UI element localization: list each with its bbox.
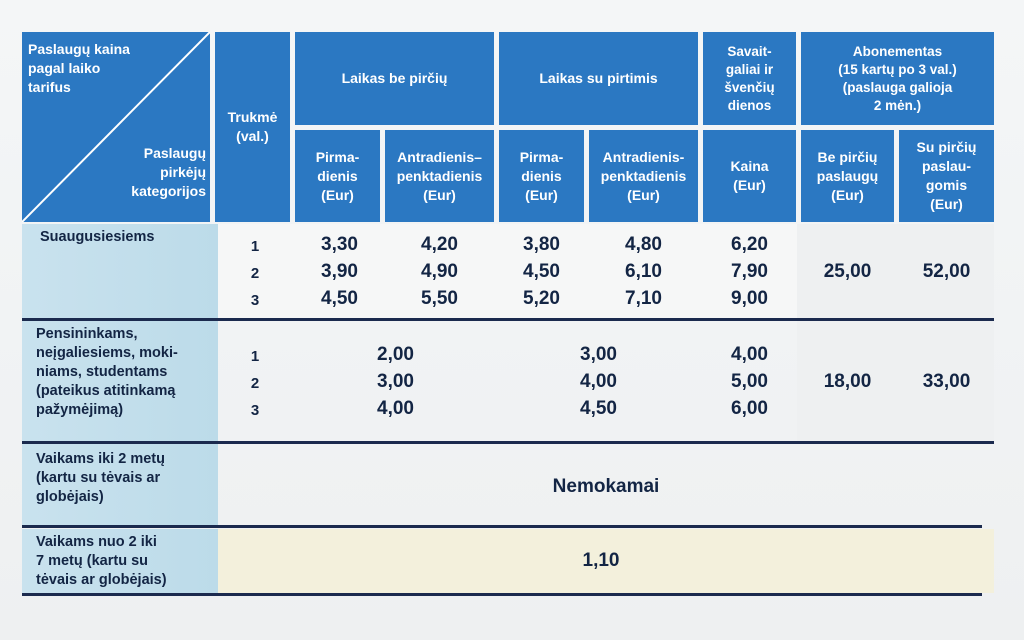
reduced-weekend-3: 6,00: [731, 398, 768, 419]
adults-sauna-monday-2: 4,50: [523, 261, 560, 282]
adults-sauna-monday-1: 3,80: [523, 234, 560, 255]
reduced-no-sauna-1: 2,00: [377, 344, 414, 365]
subheader-tue-fri-with-sauna: Antradienis- penktadienis (Eur): [589, 130, 698, 222]
category-reduced: Pensininkams, neįgaliesiems, moki- niams, studentams (pateikus atitinkamą pažymėjimą): [22, 321, 218, 441]
row-divider-3: [22, 525, 982, 528]
subheader-weekend-price: Kaina (Eur): [703, 130, 796, 222]
adults-no-sauna-monday-1: 3,30: [321, 234, 358, 255]
reduced-subscription-no-sauna: 18,00: [823, 371, 872, 392]
adults-sauna-tue-fri-2: 6,10: [625, 261, 662, 282]
row-divider-1: [22, 318, 994, 321]
adults-duration-1: 1: [250, 238, 260, 255]
category-adults: Suaugusiesiems: [22, 224, 218, 318]
subscription-column-tint: [797, 224, 994, 442]
adults-sauna-monday-3: 5,20: [523, 288, 560, 309]
group-header-subscription: Abonementas (15 kartų po 3 val.) (paslauga galioja 2 mėn.): [801, 32, 994, 125]
reduced-weekend-2: 5,00: [731, 371, 768, 392]
reduced-weekend-1: 4,00: [731, 344, 768, 365]
adults-weekend-3: 9,00: [731, 288, 768, 309]
adults-duration-3: 3: [250, 292, 260, 309]
reduced-sauna-1: 3,00: [580, 344, 617, 365]
adults-sauna-tue-fri-1: 4,80: [625, 234, 662, 255]
subheader-tue-fri-no-sauna: Antradienis– penktadienis (Eur): [385, 130, 494, 222]
category-2-to-7: Vaikams nuo 2 iki 7 metų (kartu su tėvais ar globėjais): [22, 529, 218, 593]
reduced-sauna-3: 4,50: [580, 398, 617, 419]
adults-weekend-1: 6,20: [731, 234, 768, 255]
group-header-no-sauna: Laikas be pirčių: [295, 32, 494, 125]
group-header-weekend: Savait- galiai ir švenčių dienos: [703, 32, 796, 125]
reduced-duration-2: 2: [250, 375, 260, 392]
subheader-subscription-with-sauna: Su pirčių paslau- gomis (Eur): [899, 130, 994, 222]
row-divider-4: [22, 593, 982, 596]
reduced-duration-1: 1: [250, 348, 260, 365]
group-header-with-sauna: Laikas su pirtimis: [499, 32, 698, 125]
adults-subscription-with-sauna: 52,00: [922, 261, 971, 282]
subheader-monday-with-sauna: Pirma- dienis (Eur): [499, 130, 584, 222]
subheader-monday-no-sauna: Pirma- dienis (Eur): [295, 130, 380, 222]
adults-no-sauna-tue-fri-1: 4,20: [421, 234, 458, 255]
adults-no-sauna-tue-fri-2: 4,90: [421, 261, 458, 282]
adults-no-sauna-monday-2: 3,90: [321, 261, 358, 282]
category-under-2: Vaikams iki 2 metų (kartu su tėvais ar globėjais): [22, 444, 218, 526]
subheader-subscription-no-sauna: Be pirčių paslaugų (Eur): [801, 130, 894, 222]
adults-sauna-tue-fri-3: 7,10: [625, 288, 662, 309]
reduced-subscription-with-sauna: 33,00: [922, 371, 971, 392]
duration-header: Trukmė (val.): [215, 32, 290, 222]
row-divider-2: [22, 441, 994, 444]
adults-weekend-2: 7,90: [731, 261, 768, 282]
corner-header-cell: [22, 32, 210, 222]
adults-no-sauna-tue-fri-3: 5,50: [421, 288, 458, 309]
corner-header-bottom-text: Paslaugų pirkėjų kategorijos: [131, 145, 206, 199]
reduced-no-sauna-3: 4,00: [377, 398, 414, 419]
corner-header-top-text: Paslaugų kaina pagal laiko tarifus: [28, 41, 130, 95]
reduced-no-sauna-2: 3,00: [377, 371, 414, 392]
reduced-duration-3: 3: [250, 402, 260, 419]
age-2-to-7-price: 1,10: [582, 550, 620, 571]
adults-no-sauna-monday-3: 4,50: [321, 288, 358, 309]
reduced-sauna-2: 4,00: [580, 371, 617, 392]
adults-duration-2: 2: [250, 265, 260, 282]
under-2-price: Nemokamai: [552, 476, 660, 497]
adults-subscription-no-sauna: 25,00: [823, 261, 872, 282]
